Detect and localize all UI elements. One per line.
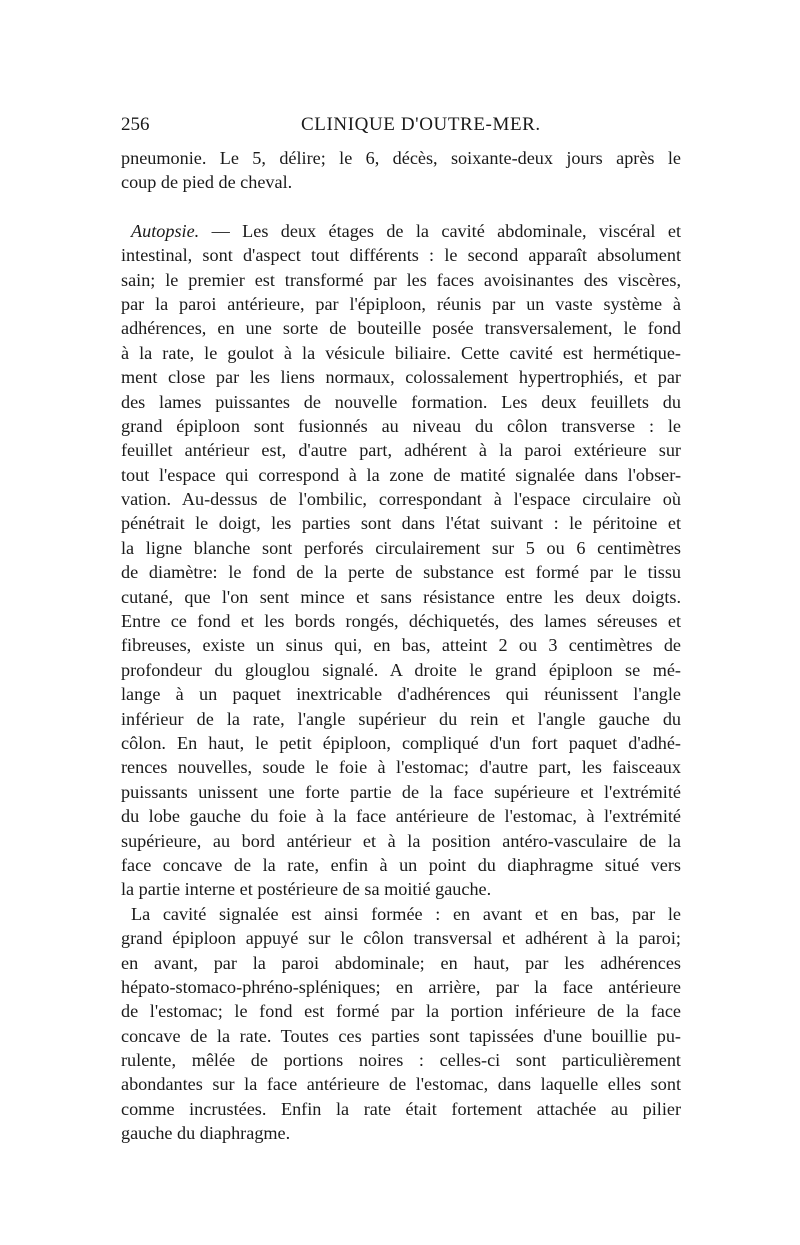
text-line: rulente, mêlée de portions noires : celles-ci sont particulièrement [121, 1050, 681, 1071]
text-line: des lames puissantes de nouvelle formation. Les deux feuillets du [121, 391, 681, 412]
text-line: adhérences, en une sorte de bouteille posée transversalement, le fond [121, 318, 681, 339]
text-line: à la rate, le goulot à la vésicule biliaire. Cette cavité est hermétique- [121, 342, 681, 363]
text-line: rences nouvelles, soude le foie à l'estomac; d'autre part, les faisceaux [121, 757, 681, 778]
text-line: cutané, que l'on sent mince et sans résistance entre les deux doigts. [121, 586, 681, 607]
text-line: fibreuses, existe un sinus qui, en bas, atteint 2 ou 3 centimètres de [121, 635, 681, 656]
autopsie-heading: Autopsie. [131, 220, 200, 241]
body-text [121, 146, 681, 1146]
text-line: pénétrait le doigt, les parties sont dans l'état suivant : le péritoine et [121, 513, 681, 534]
text-line: puissants unissent une forte partie de la face supérieure et l'extrémité [121, 781, 681, 802]
text-line: vation. Au-dessus de l'ombilic, correspondant à l'espace circulaire où [121, 489, 681, 510]
text-line: côlon. En haut, le petit épiploon, compliqué d'un fort paquet d'adhé- [121, 732, 681, 753]
text-line: inférieur de la rate, l'angle supérieur du rein et l'angle gauche du [121, 708, 681, 729]
text-line: en avant, par la paroi abdominale; en haut, par les adhérences [121, 952, 681, 973]
text-line: de diamètre: le fond de la perte de substance est formé par le tissu [121, 562, 681, 583]
running-title: CLINIQUE D'OUTRE-MER. [301, 114, 541, 135]
text-line: feuillet antérieur est, d'autre part, adhérent à la paroi extérieure sur [121, 440, 681, 461]
text-line: profondeur du glouglou signalé. A droite le grand épiploon se mé- [121, 659, 681, 680]
text-line: face concave de la rate, enfin à un point du diaphragme situé vers [121, 854, 681, 875]
text-run: — Les deux étages de la cavité abdominale, viscéral et [199, 220, 681, 241]
paragraph-gap [121, 195, 681, 219]
text-line: concave de la rate. Toutes ces parties sont tapissées d'une bouillie pu- [121, 1025, 681, 1046]
text-line: tout l'espace qui correspond à la zone de matité signalée dans l'obser- [121, 464, 681, 485]
text-line: hépato-stomaco-phréno-spléniques; en arrière, par la face antérieure [121, 976, 681, 997]
text-line [121, 219, 681, 243]
text-line: La cavité signalée est ainsi formée : en avant et en bas, par le [131, 903, 681, 924]
text-line: grand épiploon appuyé sur le côlon transversal et adhérent à la paroi; [121, 928, 681, 949]
page-number: 256 [121, 114, 150, 135]
text-line: Entre ce fond et les bords rongés, déchiquetés, des lames séreuses et [121, 611, 681, 632]
text-line: la ligne blanche sont perforés circulairement sur 5 ou 6 centimètres [121, 537, 681, 558]
text-line: lange à un paquet inextricable d'adhérences qui réunissent l'angle [121, 684, 681, 705]
text-line: abondantes sur la face antérieure de l'estomac, dans laquelle elles sont [121, 1074, 681, 1095]
page-header [121, 114, 681, 140]
text-line: ment close par les liens normaux, colossalement hypertrophiés, et par [121, 367, 681, 388]
text-line: sain; le premier est transformé par les faces avoisinantes des viscères, [121, 269, 681, 290]
text-line: gauche du diaphragme. [121, 1123, 291, 1144]
text-line: la partie interne et postérieure de sa moitié gauche. [121, 879, 492, 900]
text-line: du lobe gauche du foie à la face antérieure de l'estomac, à l'extrémité [121, 806, 681, 827]
text-line: grand épiploon sont fusionnés au niveau du côlon transverse : le [121, 415, 681, 436]
text-line: coup de pied de cheval. [121, 172, 293, 193]
text-line: intestinal, sont d'aspect tout différents : le second apparaît absolument [121, 245, 681, 266]
text-line: pneumonie. Le 5, délire; le 6, décès, soixante-deux jours après le [121, 148, 681, 168]
text-line: de l'estomac; le fond est formé par la portion inférieure de la face [121, 1001, 681, 1022]
text-line: supérieure, au bord antérieur et à la position antéro-vasculaire de la [121, 830, 681, 851]
text-line: par la paroi antérieure, par l'épiploon, réunis par un vaste système à [121, 293, 681, 314]
text-line: comme incrustées. Enfin la rate était fortement attachée au pilier [121, 1098, 681, 1119]
